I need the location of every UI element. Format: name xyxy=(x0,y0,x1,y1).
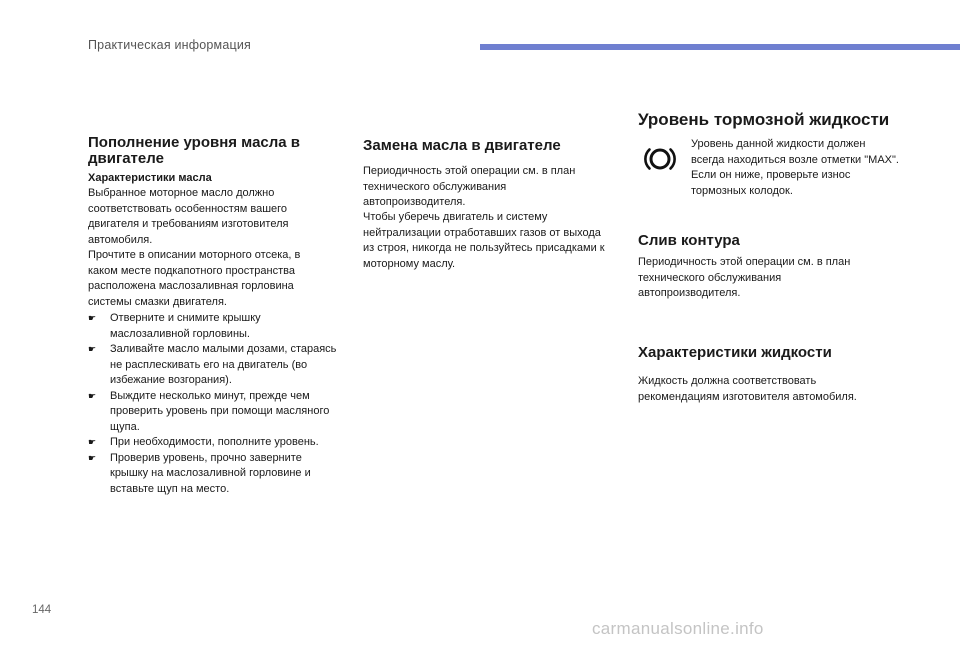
list-item: ☛ Проверив уровень, прочно заверните крышку на маслозаливной горловине и вставьте щуп на место. xyxy=(88,451,311,495)
list-item: ☛ Выждите несколько минут, прежде чем проверить уровень при помощи масляного щупа. xyxy=(88,389,330,433)
page-number: 144 xyxy=(32,604,52,616)
oil-additives-paragraph: Чтобы уберечь двигатель и систему нейтрализации отработавших газов от выхода из строя, никогда не пользуйтесь присадками к моторному маслу. xyxy=(363,211,605,270)
arrow-marker-icon: ☛ xyxy=(88,452,97,463)
fluid-spec-heading: Характеристики жидкости xyxy=(638,344,832,361)
oil-spec-subheading: Характеристики масла xyxy=(88,172,212,184)
arrow-marker-icon: ☛ xyxy=(88,437,97,447)
header-title: Практическая информация xyxy=(88,38,251,52)
oil-change-interval-paragraph: Периодичность этой операции см. в план технического обслуживания автопроизводителя. xyxy=(363,165,576,208)
oil-filler-location-paragraph: Прочтите в описании моторного отсека, в каком месте подкапотного пространства расположена маслозаливная горловина системы смазки двигателя. xyxy=(88,249,301,308)
list-item: ☛ Отверните и снимите крышку маслозаливной горловины. xyxy=(88,312,261,340)
list-item: ☛ Заливайте масло малыми дозами, стараясь не расплескивать его на двигатель (во избежание возгорания). xyxy=(88,343,337,386)
oil-top-up-heading: Пополнение уровня масла в двигателе xyxy=(88,134,301,167)
brake-warning-icon xyxy=(643,145,677,173)
oil-change-heading: Замена масла в двигателе xyxy=(363,137,561,154)
oil-spec-paragraph: Выбранное моторное масло должно соответствовать особенностям вашего двигателя и требованиям изготовителя автомобиля. xyxy=(88,187,289,246)
arrow-marker-icon: ☛ xyxy=(88,390,97,401)
watermark: carmanualsonline.info xyxy=(592,619,764,638)
brake-fluid-heading: Уровень тормозной жидкости xyxy=(638,110,890,129)
oil-top-up-steps xyxy=(88,311,338,497)
drain-heading: Слив контура xyxy=(638,232,740,249)
arrow-marker-icon: ☛ xyxy=(88,344,97,354)
arrow-marker-icon: ☛ xyxy=(88,313,97,323)
list-item: ☛ При необходимости, пополните уровень. xyxy=(88,435,338,451)
fluid-spec-text: Жидкость должна соответствовать рекомендациям изготовителя автомобиля. xyxy=(638,375,857,403)
drain-text: Периодичность этой операции см. в план технического обслуживания автопроизводителя. xyxy=(638,256,851,299)
header-accent-bar xyxy=(480,44,960,50)
brake-fluid-level-text: Уровень данной жидкости должен всегда находиться возле отметки "MAX". Если он ниже, проверьте износ тормозных колодок. xyxy=(691,138,899,197)
